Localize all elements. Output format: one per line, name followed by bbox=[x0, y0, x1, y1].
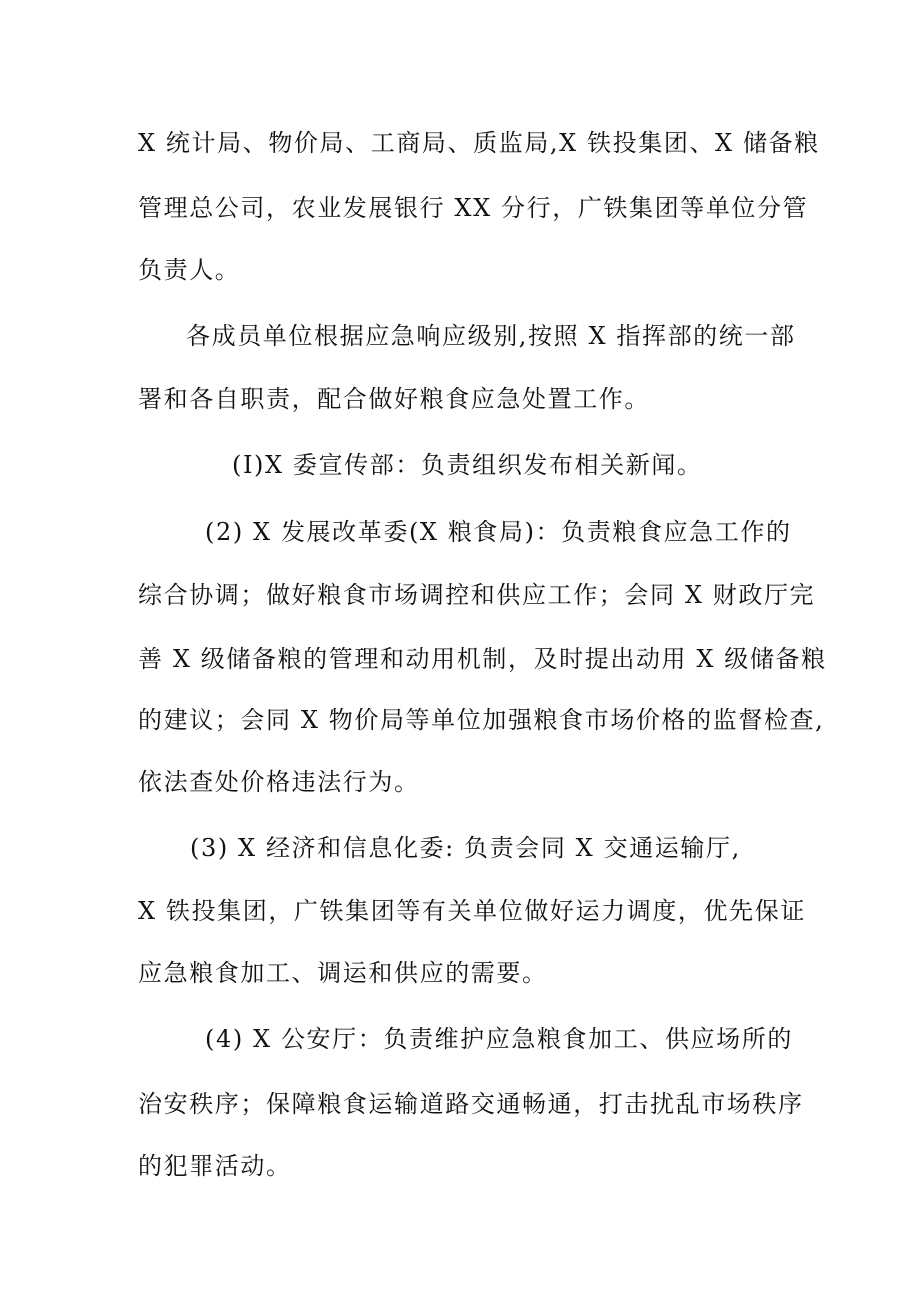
text-line: 的建议；会同 X 物价局等单位加强粮食市场价格的监督检查, bbox=[138, 706, 825, 734]
list-item-3: (3) X 经济和信息化委: 负责会同 X 交通运输厅, bbox=[190, 834, 741, 862]
text-line: 治安秩序；保障粮食运输道路交通畅通，打击扰乱市场秩序 bbox=[138, 1090, 804, 1118]
list-item-1: (I)X 委宣传部：负责组织发布相关新闻。 bbox=[232, 451, 703, 479]
text-line: X 铁投集团，广铁集团等有关单位做好运力调度，优先保证 bbox=[138, 897, 806, 925]
paragraph-start: 各成员单位根据应急响应级别,按照 X 指挥部的统一部 bbox=[186, 322, 796, 350]
text-line: 管理总公司，农业发展银行 XX 分行，广铁集团等单位分管 bbox=[138, 194, 809, 222]
text-line: 综合协调；做好粮食市场调控和供应工作；会同 X 财政厅完 bbox=[138, 581, 816, 609]
text-line: 善 X 级储备粮的管理和动用机制，及时提出动用 X 级储备粮 bbox=[138, 645, 827, 673]
text-line: 依法查处价格违法行为。 bbox=[138, 768, 420, 796]
text-line: 应急粮食加工、调运和供应的需要。 bbox=[138, 959, 548, 987]
text-line: 的犯罪活动。 bbox=[138, 1152, 292, 1180]
list-item-2: (2) X 发展改革委(X 粮食局)：负责粮食应急工作的 bbox=[205, 518, 792, 546]
text-line: 负责人。 bbox=[138, 256, 241, 284]
text-line: 署和各自职责，配合做好粮食应急处置工作。 bbox=[138, 385, 650, 413]
text-line: X 统计局、物价局、工商局、质监局,X 铁投集团、X 储备粮 bbox=[138, 129, 820, 157]
list-item-4: (4) X 公安厅：负责维护应急粮食加工、供应场所的 bbox=[205, 1025, 793, 1053]
